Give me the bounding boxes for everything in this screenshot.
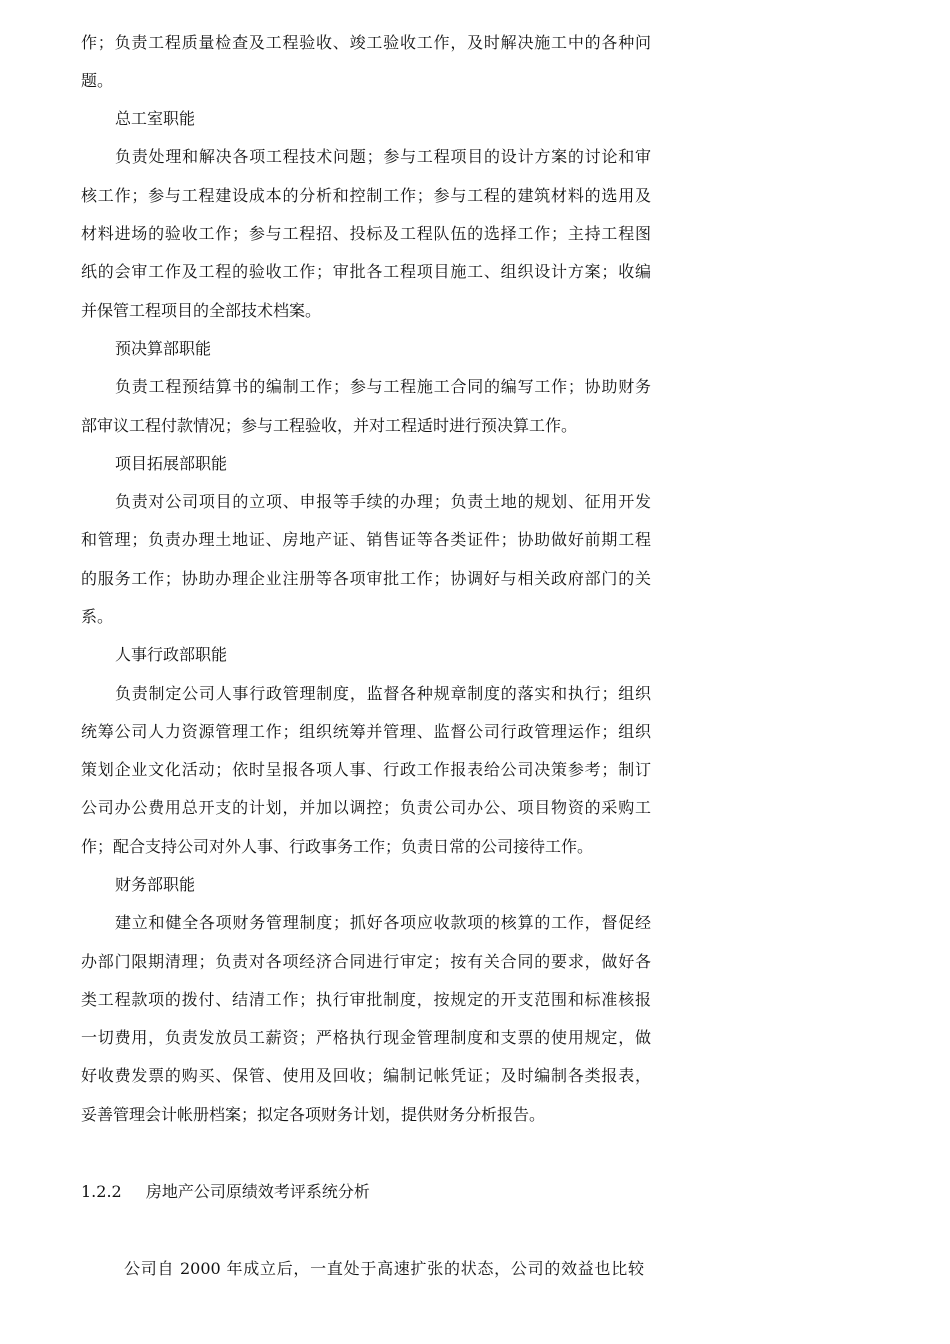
paragraph-line: 的服务工作；协助办理企业注册等各项审批工作；协调好与相关政府部门的关 — [81, 569, 651, 588]
section-heading-chief-engineer: 总工室职能 — [115, 109, 196, 128]
paragraph-line: 办部门限期清理；负责对各项经济合同进行审定；按有关合同的要求，做好各 — [81, 952, 651, 971]
paragraph-line: 负责工程预结算书的编制工作；参与工程施工合同的编写工作；协助财务 — [115, 377, 651, 396]
paragraph-line: 妥善管理会计帐册档案；拟定各项财务计划，提供财务分析报告。 — [81, 1105, 546, 1124]
paragraph-line: 负责对公司项目的立项、申报等手续的办理；负责土地的规划、征用开发 — [115, 492, 651, 511]
paragraph-line: 负责制定公司人事行政管理制度，监督各种规章制度的落实和执行；组织 — [115, 684, 651, 703]
paragraph-line: 题。 — [81, 71, 114, 90]
paragraph-line: 好收费发票的购买、保管、使用及回收；编制记帐凭证；及时编制各类报表， — [81, 1066, 651, 1085]
paragraph-line: 作；配合支持公司对外人事、行政事务工作；负责日常的公司接待工作。 — [81, 837, 594, 856]
section-number: 1.2.2 — [81, 1182, 122, 1201]
paragraph-line: 策划企业文化活动；依时呈报各项人事、行政工作报表给公司决策参考；制订 — [81, 760, 651, 779]
paragraph-line: 纸的会审工作及工程的验收工作；审批各工程项目施工、组织设计方案；收编 — [81, 262, 651, 281]
paragraph-line: 负责处理和解决各项工程技术问题；参与工程项目的设计方案的讨论和审 — [115, 147, 651, 166]
paragraph-line: 核工作；参与工程建设成本的分析和控制工作；参与工程的建筑材料的选用及 — [81, 186, 651, 205]
paragraph-line: 部审议工程付款情况；参与工程验收，并对工程适时进行预决算工作。 — [81, 416, 578, 435]
paragraph-line: 材料进场的验收工作；参与工程招、投标及工程队伍的选择工作；主持工程图 — [81, 224, 651, 243]
section-heading-budget: 预决算部职能 — [115, 339, 212, 358]
section-heading-project-expansion: 项目拓展部职能 — [115, 454, 228, 473]
section-heading-hr-admin: 人事行政部职能 — [115, 645, 228, 664]
section-title: 房地产公司原绩效考评系统分析 — [145, 1182, 370, 1201]
paragraph-line: 一切费用，负责发放员工薪资；严格执行现金管理制度和支票的使用规定，做 — [81, 1028, 651, 1047]
paragraph-line: 类工程款项的拨付、结清工作；执行审批制度，按规定的开支范围和标准核报 — [81, 990, 651, 1009]
paragraph-line: 并保管工程项目的全部技术档案。 — [81, 301, 322, 320]
paragraph-line: 公司自 2000 年成立后，一直处于高速扩张的状态，公司的效益也比较 — [124, 1259, 644, 1278]
paragraph-line: 统筹公司人力资源管理工作；组织统筹并管理、监督公司行政管理运作；组织 — [81, 722, 651, 741]
section-heading-1-2-2 — [81, 1181, 370, 1203]
paragraph-line: 系。 — [81, 607, 114, 626]
paragraph-line: 建立和健全各项财务管理制度；抓好各项应收款项的核算的工作，督促经 — [115, 913, 651, 932]
paragraph-line: 公司办公费用总开支的计划，并加以调控；负责公司办公、项目物资的采购工 — [81, 798, 651, 817]
paragraph-line: 作；负责工程质量检查及工程验收、竣工验收工作，及时解决施工中的各种问 — [81, 33, 651, 52]
section-heading-finance: 财务部职能 — [115, 875, 196, 894]
paragraph-line: 和管理；负责办理土地证、房地产证、销售证等各类证件；协助做好前期工程 — [81, 530, 651, 549]
